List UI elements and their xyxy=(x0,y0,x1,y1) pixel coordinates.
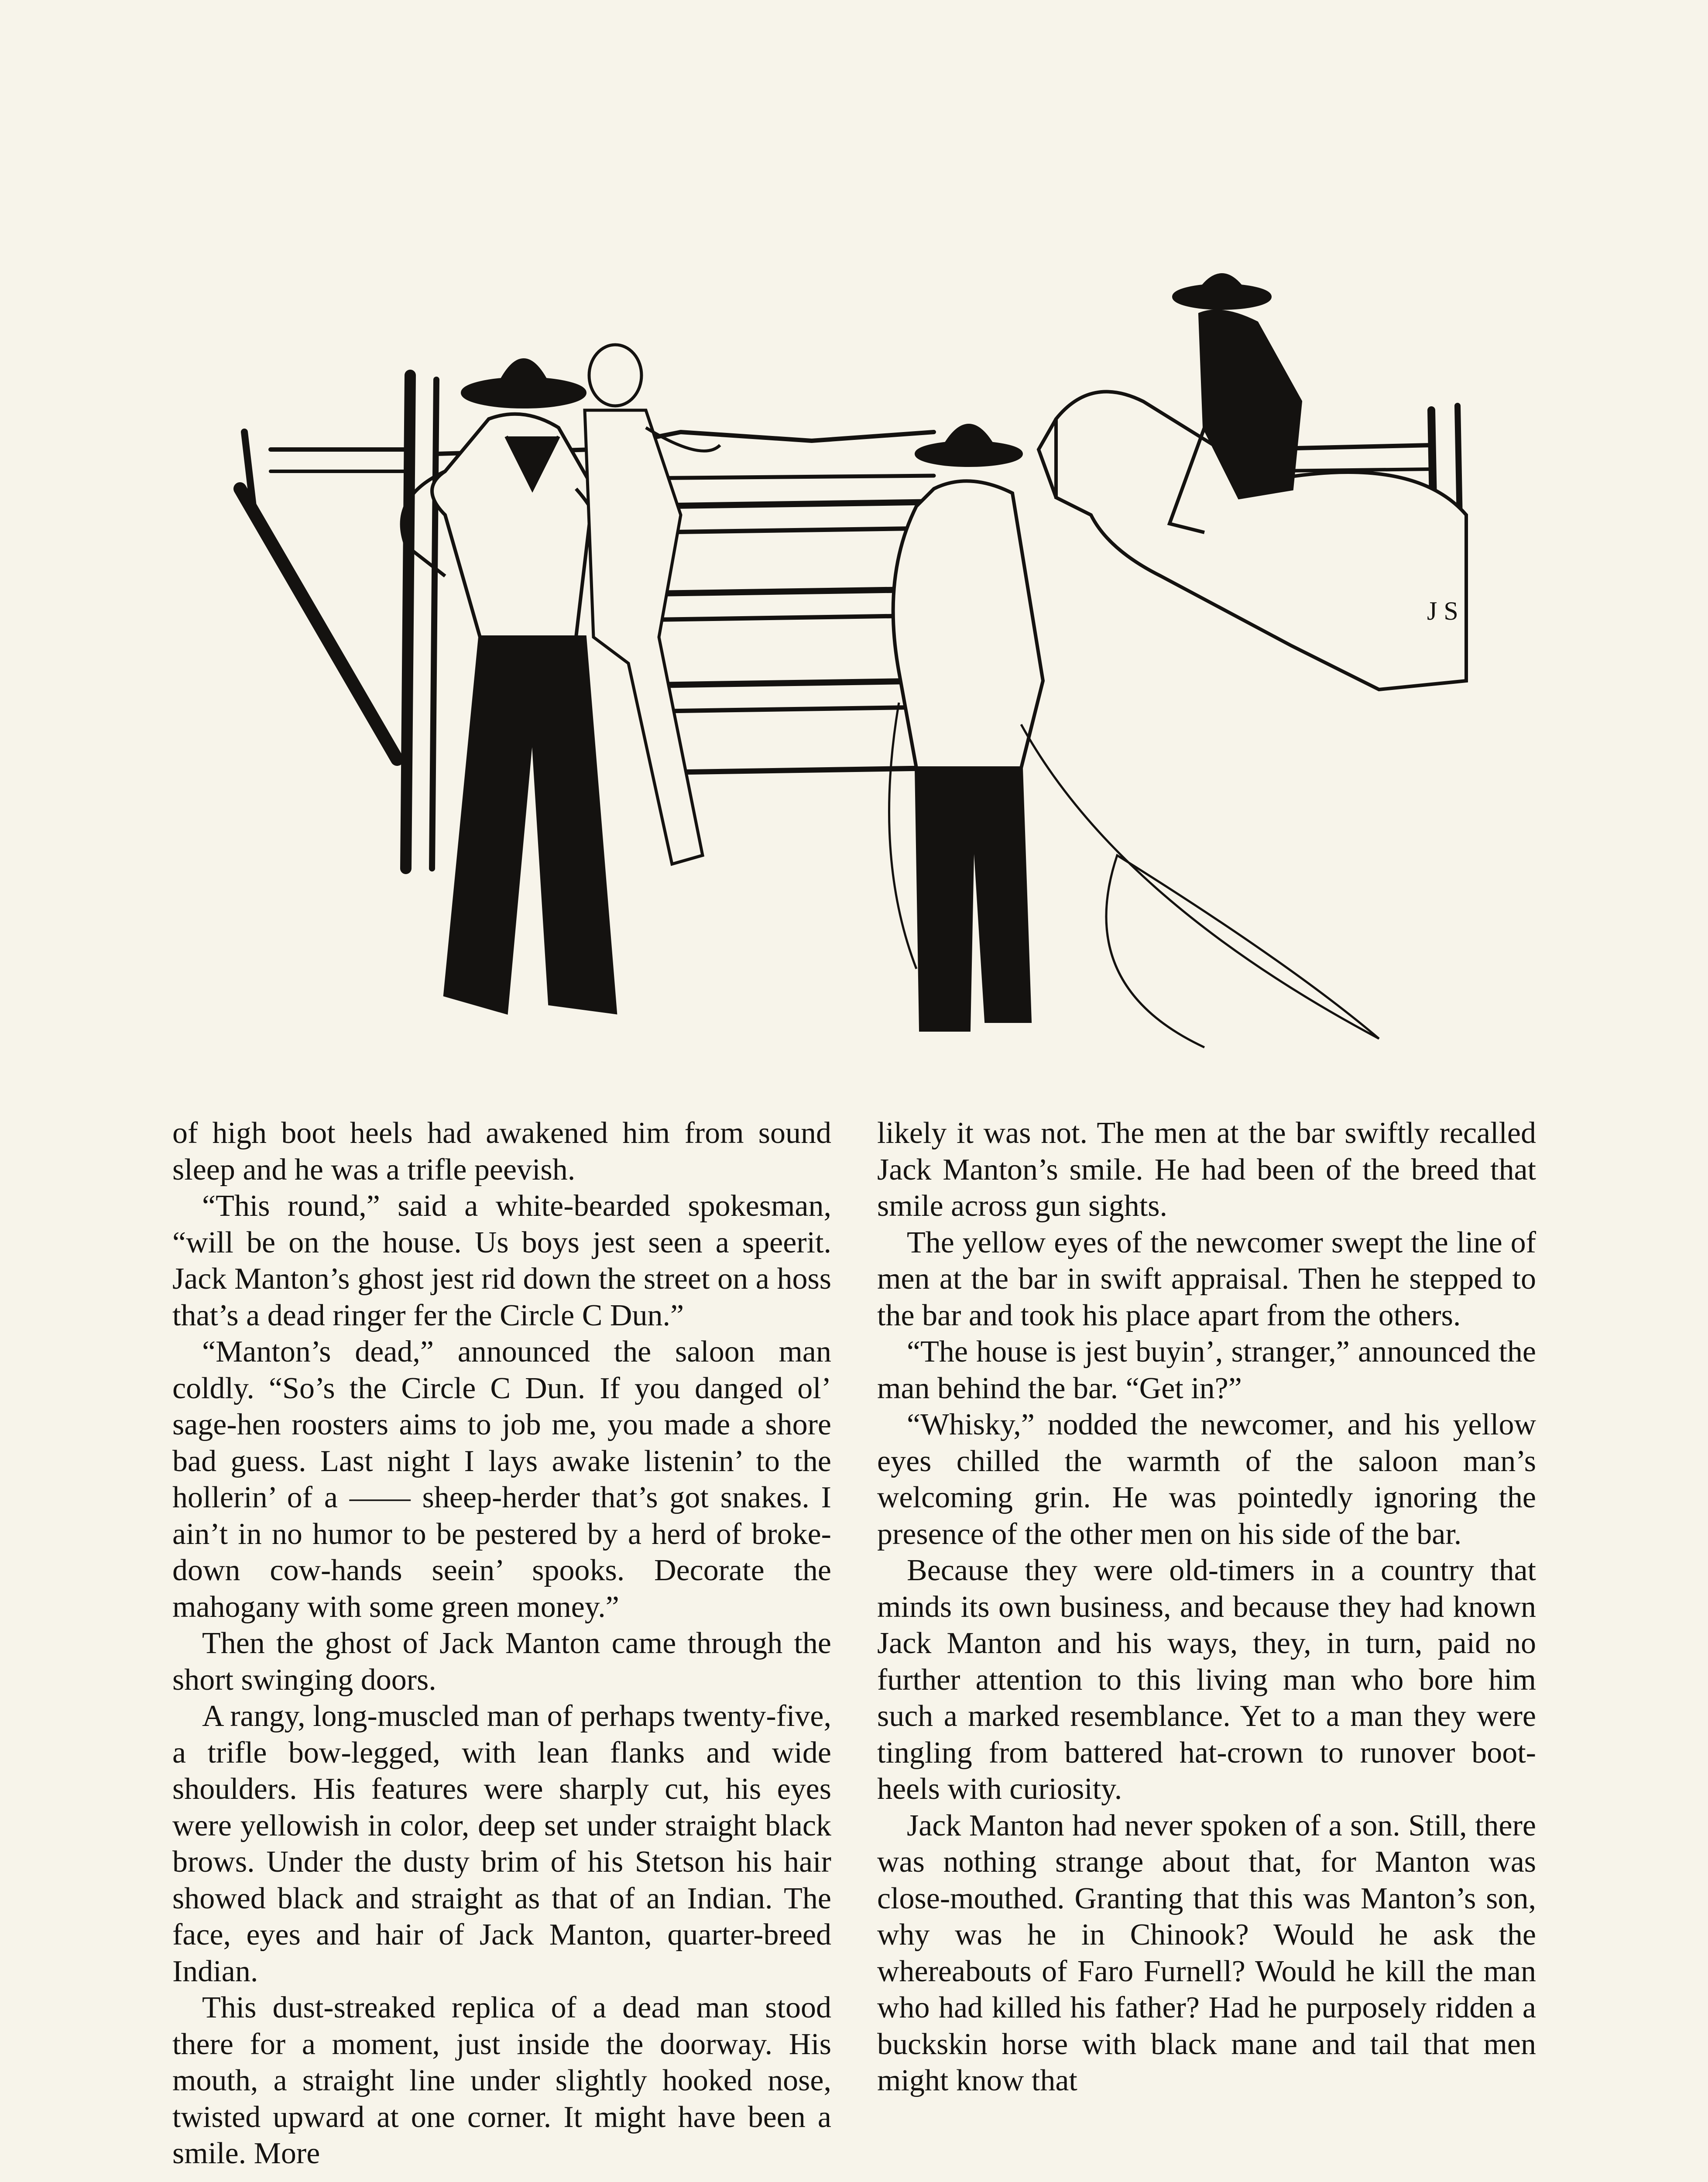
paragraph: of high boot heels had awakened him from sound sleep and he was a trifle peevish. xyxy=(172,1116,831,1187)
illustration-drawing xyxy=(201,244,1475,1065)
paragraph: A rangy, long-muscled man of perhaps twenty-five, a trifle bow-legged, with lean flanks and wide shoulders. His features were sharply cut, his eyes were yellowish in color, deep set under straight black brows. Under the dusty brim of his Stetson his hair showed black and straight as that of an Indian. The face, eyes and hair of Jack Manton, quarter-breed Indian. xyxy=(172,1699,831,1988)
paragraph: This dust-streaked replica of a dead man stood there for a moment, just inside the doorway. His mouth, a straight line under slightly hooked nose, twisted upward at one corner. It might have been a smile. More xyxy=(172,1991,831,2170)
paragraph: “Whisky,” nodded the newcomer, and his yellow eyes chilled the warmth of the saloon man’s welcoming grin. He was pointedly ignoring the presence of the other men on his side of the bar. xyxy=(877,1408,1536,1551)
illustration-signature: J S xyxy=(1427,597,1458,625)
paragraph: likely it was not. The men at the bar swiftly recalled Jack Manton’s smile. He had been of the breed that smile across gun sights. xyxy=(877,1116,1536,1223)
paragraph: “Manton’s dead,” announced the saloon man coldly. “So’s the Circle C Dun. If you danged ol’ sage-hen roosters aims to job me, you made a shore bad guess. Last night I lays awake listenin’ to the hollerin’ of a —— sheep-herder that’s got snakes. I ain’t in no humor to be pestered by a herd of broke-down cow-hands seein’ spooks. Decorate the mahogany with some green money.” xyxy=(172,1335,831,1624)
text-column-right xyxy=(877,1115,1536,2099)
paragraph: “The house is jest buyin’, stranger,” announced the man behind the bar. “Get in?” xyxy=(877,1335,1536,1405)
paragraph: Then the ghost of Jack Manton came through the short swinging doors. xyxy=(172,1626,831,1697)
paragraph: Jack Manton had never spoken of a son. Still, there was nothing strange about that, for Manton was close-mouthed. Granting that this was Manton’s son, why was he in Chinook? Would he ask the whereabouts of Faro Furnell? Would he kill the man who had killed his father? Had he purposely ridden a buckskin horse with black mane and tail that men might know that xyxy=(877,1808,1536,2097)
cowboys-at-corral-illustration xyxy=(201,244,1475,1065)
paragraph: “This round,” said a white-bearded spokesman, “will be on the house. Us boys jest seen a speerit. Jack Manton’s ghost jest rid down the street on a hoss that’s a dead ringer fer the Circle C Dun.” xyxy=(172,1189,831,1332)
text-column-left xyxy=(172,1115,831,2172)
paragraph: The yellow eyes of the newcomer swept the line of men at the bar in swift appraisal. Then he stepped to the bar and took his place apart from the others. xyxy=(877,1225,1536,1332)
paragraph: Because they were old-timers in a country that minds its own business, and because they had known Jack Manton and his ways, they, in turn, paid no further attention to this living man who bore him such a marked resemblance. Yet to a man they were tingling from battered hat-crown to runover boot-heels with curiosity. xyxy=(877,1554,1536,1806)
